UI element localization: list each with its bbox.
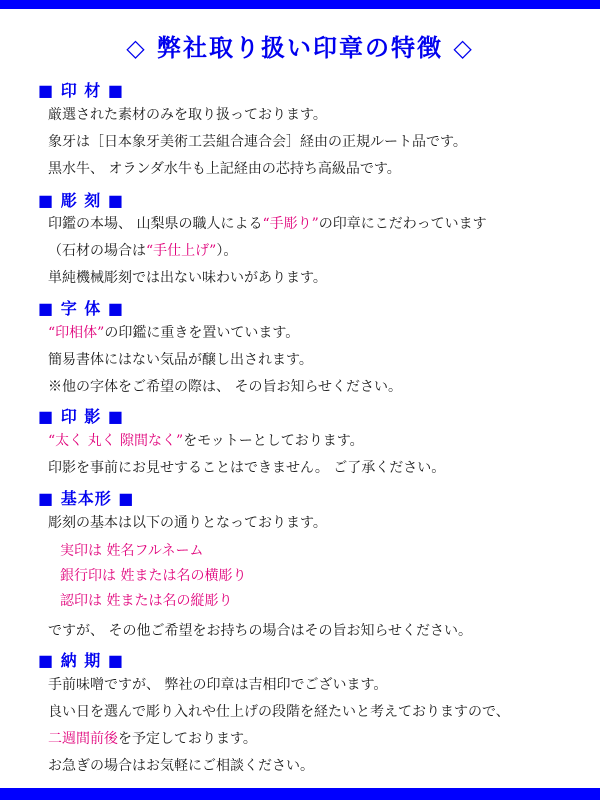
jitai-line-1	[48, 322, 299, 342]
nouki-line-4: お急ぎの場合はお気軽にご相談ください。	[48, 758, 314, 774]
chokoku-line-2	[48, 240, 237, 260]
chokoku-line-2-a: （石材の場合は	[48, 243, 146, 259]
chokoku-line-1-c: の印章にこだわっています	[318, 216, 487, 232]
jitai-line-2: 簡易書体にはない気品が醸し出されます。	[48, 352, 313, 368]
nouki-line-3	[48, 728, 257, 748]
nouki-line-2: 良い日を選んで彫り入れや仕上げの段階を経たいと考えておりますので、	[48, 704, 510, 720]
heading-nouki: ■ 納 期 ■	[38, 651, 124, 670]
heading-inzai: ■ 印 材 ■	[38, 81, 124, 100]
kihon-item-mitomein: 認印は 姓または名の縦彫り	[60, 593, 233, 609]
heading-kihon: ■ 基本形 ■	[38, 489, 135, 508]
ine-line-2: 印影を事前にお見せすることはできません。 ご了承ください。	[48, 460, 446, 476]
chokoku-line-1-a: 印鑑の本場、 山梨県の職人による	[48, 216, 263, 232]
ine-highlight-motto: “太く 丸く 隙間なく”	[48, 433, 184, 449]
jitai-line-1-b: の印鑑に重きを置いています。	[104, 325, 300, 341]
jitai-line-3: ※他の字体をご希望の際は、 その旨お知らせください。	[48, 379, 403, 395]
heading-jitai: ■ 字 体 ■	[38, 299, 124, 318]
chokoku-highlight-tebori: “手彫り”	[262, 216, 319, 232]
inzai-line-3: 黒水牛、 オランダ水牛も上記経由の芯持ち高級品です。	[48, 161, 401, 177]
chokoku-line-2-c: ）。	[216, 243, 238, 259]
top-band	[0, 0, 600, 9]
page-title: ◇ 弊社取り扱い印章の特徴 ◇	[126, 34, 474, 62]
chokoku-highlight-teshiage: “手仕上げ”	[146, 243, 217, 259]
chokoku-line-1	[48, 213, 487, 233]
kihon-line-1: 彫刻の基本は以下の通りとなっております。	[48, 515, 327, 531]
nouki-line-1: 手前味噌ですが、 弊社の印章は吉相印でございます。	[48, 677, 388, 693]
ine-line-1-b: をモットーとしております。	[183, 433, 364, 449]
kihon-item-jitsuin: 実印は 姓名フルネーム	[60, 543, 204, 559]
nouki-highlight-twoweeks: 二週間前後	[48, 731, 118, 747]
heading-chokoku: ■ 彫 刻 ■	[38, 191, 124, 210]
ine-line-1	[48, 430, 364, 450]
kihon-line-last: ですが、 その他ご希望をお持ちの場合はその旨お知らせください。	[48, 623, 473, 639]
bottom-band	[0, 788, 600, 800]
heading-ine: ■ 印 影 ■	[38, 407, 124, 426]
inzai-line-1: 厳選された素材のみを取り扱っております。	[48, 107, 327, 123]
nouki-line-3-b: を予定しております。	[118, 731, 257, 747]
jitai-highlight-insotai: “印相体”	[48, 325, 105, 341]
kihon-item-ginkoin: 銀行印は 姓または名の横彫り	[60, 568, 247, 584]
inzai-line-2: 象牙は［日本象牙美術工芸組合連合会］経由の正規ルート品です。	[48, 134, 467, 150]
chokoku-line-3: 単純機械彫刻では出ない味わいがあります。	[48, 270, 327, 286]
